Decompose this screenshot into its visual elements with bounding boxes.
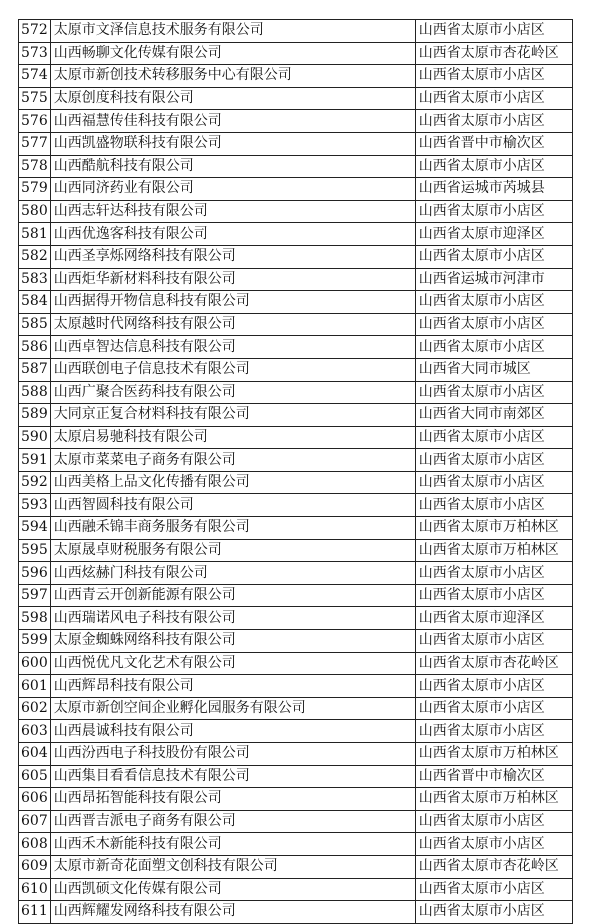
company-name: 山西圣享烁网络科技有限公司: [50, 245, 415, 268]
company-location: 山西省太原市小店区: [415, 336, 572, 359]
company-name: 太原市新奇花面塑文创科技有限公司: [50, 855, 415, 878]
company-name: 山西志轩达科技有限公司: [50, 200, 415, 223]
table-row: [19, 720, 573, 743]
table-row: [19, 426, 573, 449]
row-number: 603: [19, 720, 51, 743]
row-number: 572: [19, 20, 51, 43]
company-name: 山西辉耀发网络科技有限公司: [50, 901, 415, 924]
table-row: [19, 855, 573, 878]
company-name: 山西卓智达信息科技有限公司: [50, 336, 415, 359]
table-row: [19, 539, 573, 562]
table-row: [19, 471, 573, 494]
row-number: 595: [19, 539, 51, 562]
company-location: 山西省太原市小店区: [415, 110, 572, 133]
table-row: [19, 675, 573, 698]
company-location: 山西省太原市小店区: [415, 471, 572, 494]
table-row: [19, 87, 573, 110]
company-location: 山西省太原市万柏林区: [415, 517, 572, 540]
row-number: 592: [19, 471, 51, 494]
company-list-body: [19, 20, 573, 924]
table-row: [19, 336, 573, 359]
table-row: [19, 517, 573, 540]
row-number: 583: [19, 268, 51, 291]
table-row: [19, 810, 573, 833]
table-row: [19, 268, 573, 291]
table-row: [19, 65, 573, 88]
company-name: 太原金蜘蛛网络科技有限公司: [50, 630, 415, 653]
company-name: 山西融禾锦丰商务服务有限公司: [50, 517, 415, 540]
row-number: 591: [19, 449, 51, 472]
table-row: [19, 833, 573, 856]
company-name: 山西广聚合医药科技有限公司: [50, 381, 415, 404]
table-row: [19, 110, 573, 133]
company-location: 山西省太原市小店区: [415, 878, 572, 901]
company-name: 山西凯硕文化传媒有限公司: [50, 878, 415, 901]
company-name: 山西福慧传佳科技有限公司: [50, 110, 415, 133]
company-location: 山西省太原市万柏林区: [415, 788, 572, 811]
company-name: 山西辉昂科技有限公司: [50, 675, 415, 698]
company-name: 山西联创电子信息技术有限公司: [50, 358, 415, 381]
company-name: 山西炬华新材料科技有限公司: [50, 268, 415, 291]
company-location: 山西省太原市万柏林区: [415, 539, 572, 562]
company-name: 山西美格上品文化传播有限公司: [50, 471, 415, 494]
company-location: 山西省太原市杏花岭区: [415, 652, 572, 675]
company-location: 山西省运城市芮城县: [415, 178, 572, 201]
row-number: 581: [19, 223, 51, 246]
company-location: 山西省太原市迎泽区: [415, 223, 572, 246]
company-location: 山西省太原市小店区: [415, 675, 572, 698]
company-name: 太原创度科技有限公司: [50, 87, 415, 110]
company-name: 山西凯盛物联科技有限公司: [50, 132, 415, 155]
table-row: [19, 584, 573, 607]
row-number: 590: [19, 426, 51, 449]
row-number: 609: [19, 855, 51, 878]
company-location: 山西省大同市南郊区: [415, 404, 572, 427]
row-number: 594: [19, 517, 51, 540]
company-location: 山西省晋中市榆次区: [415, 765, 572, 788]
table-row: [19, 313, 573, 336]
table-row: [19, 20, 573, 43]
company-location: 山西省太原市小店区: [415, 810, 572, 833]
company-location: 山西省太原市小店区: [415, 426, 572, 449]
row-number: 610: [19, 878, 51, 901]
row-number: 593: [19, 494, 51, 517]
row-number: 601: [19, 675, 51, 698]
company-location: 山西省太原市小店区: [415, 245, 572, 268]
table-row: [19, 652, 573, 675]
row-number: 598: [19, 607, 51, 630]
company-name: 太原市菜菜电子商务有限公司: [50, 449, 415, 472]
table-row: [19, 449, 573, 472]
table-row: [19, 404, 573, 427]
company-name: 山西酷航科技有限公司: [50, 155, 415, 178]
table-row: [19, 223, 573, 246]
row-number: 588: [19, 381, 51, 404]
company-location: 山西省太原市小店区: [415, 833, 572, 856]
company-location: 山西省太原市迎泽区: [415, 607, 572, 630]
company-location: 山西省太原市小店区: [415, 155, 572, 178]
company-location: 山西省太原市小店区: [415, 584, 572, 607]
row-number: 606: [19, 788, 51, 811]
row-number: 589: [19, 404, 51, 427]
company-location: 山西省晋中市榆次区: [415, 132, 572, 155]
table-row: [19, 358, 573, 381]
row-number: 579: [19, 178, 51, 201]
row-number: 604: [19, 743, 51, 766]
company-name: 山西畅聊文化传媒有限公司: [50, 42, 415, 65]
row-number: 608: [19, 833, 51, 856]
row-number: 607: [19, 810, 51, 833]
company-list-table: [18, 19, 573, 924]
row-number: 584: [19, 291, 51, 314]
company-name: 山西青云开创新能源有限公司: [50, 584, 415, 607]
table-row: [19, 630, 573, 653]
company-location: 山西省太原市小店区: [415, 901, 572, 924]
company-name: 太原越时代网络科技有限公司: [50, 313, 415, 336]
company-location: 山西省太原市小店区: [415, 720, 572, 743]
company-name: 山西昂拓智能科技有限公司: [50, 788, 415, 811]
company-location: 山西省太原市小店区: [415, 65, 572, 88]
row-number: 597: [19, 584, 51, 607]
company-location: 山西省大同市城区: [415, 358, 572, 381]
row-number: 587: [19, 358, 51, 381]
company-location: 山西省太原市小店区: [415, 449, 572, 472]
table-row: [19, 562, 573, 585]
company-location: 山西省太原市小店区: [415, 87, 572, 110]
row-number: 580: [19, 200, 51, 223]
company-location: 山西省太原市万柏林区: [415, 743, 572, 766]
company-name: 大同京正复合材料科技有限公司: [50, 404, 415, 427]
table-row: [19, 291, 573, 314]
row-number: 582: [19, 245, 51, 268]
company-name: 山西同济药业有限公司: [50, 178, 415, 201]
row-number: 599: [19, 630, 51, 653]
company-name: 太原市新创空间企业孵化园服务有限公司: [50, 697, 415, 720]
table-row: [19, 381, 573, 404]
table-row: [19, 494, 573, 517]
row-number: 611: [19, 901, 51, 924]
company-location: 山西省太原市小店区: [415, 381, 572, 404]
table-row: [19, 743, 573, 766]
table-row: [19, 200, 573, 223]
table-row: [19, 178, 573, 201]
table-row: [19, 901, 573, 924]
company-name: 山西炫赫门科技有限公司: [50, 562, 415, 585]
company-name: 山西悦优凡文化艺术有限公司: [50, 652, 415, 675]
table-row: [19, 42, 573, 65]
table-row: [19, 697, 573, 720]
company-location: 山西省太原市小店区: [415, 494, 572, 517]
company-name: 山西晨诚科技有限公司: [50, 720, 415, 743]
table-row: [19, 245, 573, 268]
row-number: 585: [19, 313, 51, 336]
company-name: 山西晋吉派电子商务有限公司: [50, 810, 415, 833]
company-location: 山西省太原市小店区: [415, 697, 572, 720]
company-name: 山西智圆科技有限公司: [50, 494, 415, 517]
company-location: 山西省太原市杏花岭区: [415, 42, 572, 65]
company-location: 山西省太原市小店区: [415, 313, 572, 336]
row-number: 577: [19, 132, 51, 155]
table-row: [19, 765, 573, 788]
table-row: [19, 132, 573, 155]
table-row: [19, 878, 573, 901]
company-name: 山西汾西电子科技股份有限公司: [50, 743, 415, 766]
row-number: 575: [19, 87, 51, 110]
company-location: 山西省太原市小店区: [415, 562, 572, 585]
company-name: 山西优逸客科技有限公司: [50, 223, 415, 246]
row-number: 602: [19, 697, 51, 720]
company-location: 山西省太原市杏花岭区: [415, 855, 572, 878]
company-name: 太原晟卓财税服务有限公司: [50, 539, 415, 562]
company-name: 山西瑞诺风电子科技有限公司: [50, 607, 415, 630]
row-number: 600: [19, 652, 51, 675]
company-location: 山西省运城市河津市: [415, 268, 572, 291]
row-number: 586: [19, 336, 51, 359]
table-row: [19, 155, 573, 178]
row-number: 576: [19, 110, 51, 133]
row-number: 574: [19, 65, 51, 88]
row-number: 573: [19, 42, 51, 65]
company-name: 太原市文泽信息技术服务有限公司: [50, 20, 415, 43]
row-number: 605: [19, 765, 51, 788]
company-name: 山西据得开物信息科技有限公司: [50, 291, 415, 314]
company-location: 山西省太原市小店区: [415, 200, 572, 223]
row-number: 596: [19, 562, 51, 585]
company-location: 山西省太原市小店区: [415, 630, 572, 653]
row-number: 578: [19, 155, 51, 178]
company-name: 太原市新创技术转移服务中心有限公司: [50, 65, 415, 88]
table-row: [19, 607, 573, 630]
company-location: 山西省太原市小店区: [415, 20, 572, 43]
company-name: 山西禾木新能科技有限公司: [50, 833, 415, 856]
company-name: 山西集目看看信息技术有限公司: [50, 765, 415, 788]
company-name: 太原启易驰科技有限公司: [50, 426, 415, 449]
company-location: 山西省太原市小店区: [415, 291, 572, 314]
table-row: [19, 788, 573, 811]
